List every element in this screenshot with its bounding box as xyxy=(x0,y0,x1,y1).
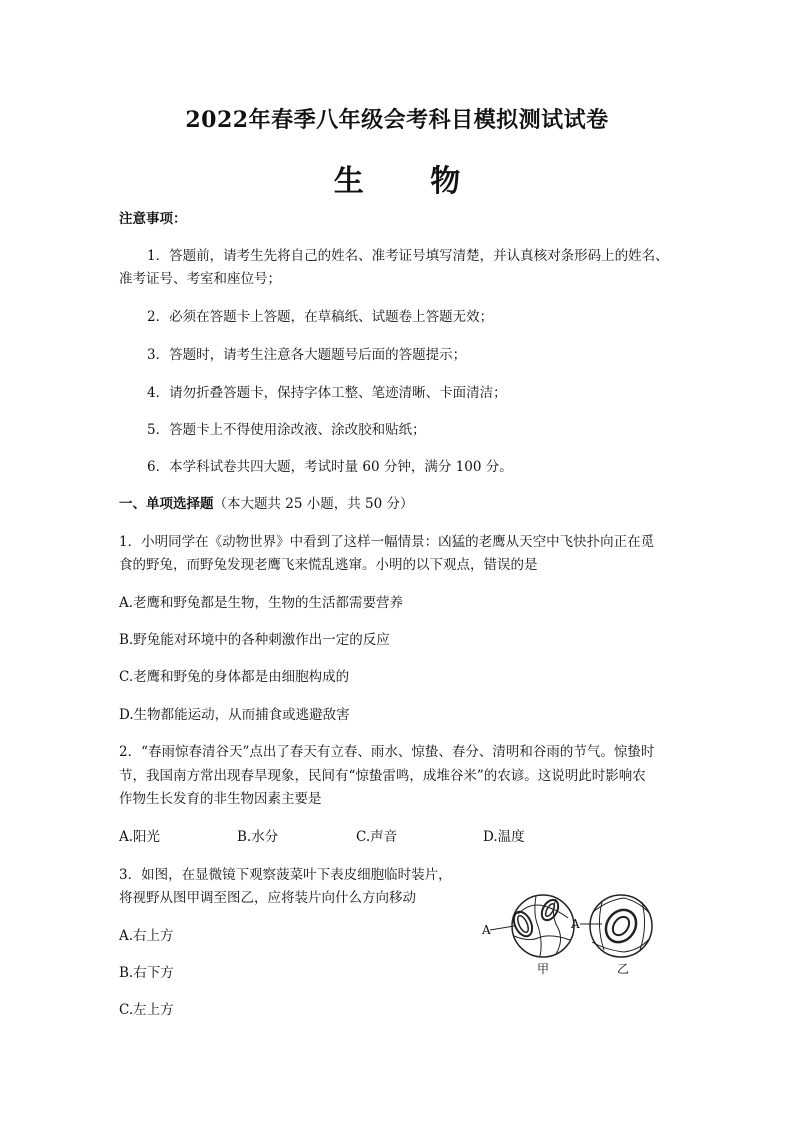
label-a-yi: A xyxy=(571,917,580,931)
notice-item: 2．必须在答题卡上答题，在草稿纸、试题卷上答题无效； xyxy=(147,309,494,325)
microscope-figure xyxy=(478,884,658,984)
answer-option: D.生物都能运动，从而捕食或逃避敌害 xyxy=(119,707,350,723)
answer-option: C.左上方 xyxy=(119,1002,174,1018)
label-a-jia: A xyxy=(482,923,491,937)
exam-title: 2022年春季八年级会考科目模拟测试试卷 xyxy=(185,107,609,133)
section-title: 一、单项选择题 xyxy=(119,496,214,512)
answer-option: C.声音 xyxy=(356,829,398,845)
answer-option: B.水分 xyxy=(237,829,279,845)
answer-option: C.老鹰和野兔的身体都是由细胞构成的 xyxy=(119,669,350,685)
notice-item: 1．答题前，请考生先将自己的姓名、准考证号填写清楚，并认真核对条形码上的姓名、 xyxy=(147,248,669,264)
answer-option: B.野兔能对环境中的各种刺激作出一定的反应 xyxy=(119,632,390,648)
caption-jia: 甲 xyxy=(537,962,550,976)
question-stem: 1．小明同学在《动物世界》中看到了这样一幅情景：凶猛的老鹰从天空中飞快扑向正在觅 xyxy=(119,534,655,550)
answer-option: B.右下方 xyxy=(119,965,174,981)
answer-option: A.阳光 xyxy=(119,829,161,845)
question-stem: 作物生长发育的非生物因素主要是 xyxy=(119,791,322,807)
notice-item: 5．答题卡上不得使用涂改液、涂改胶和贴纸； xyxy=(147,422,426,438)
notice-item: 6．本学科试卷共四大题，考试时量 60 分钟，满分 100 分。 xyxy=(147,459,513,475)
microscope-views-diagram xyxy=(478,884,658,984)
question-stem: 3．如图，在显微镜下观察菠菜叶下表皮细胞临时装片， xyxy=(119,867,452,883)
question-stem: 节，我国南方常出现春旱现象，民间有“惊蛰雷鸣，成堆谷米”的农谚。这说明此时影响农 xyxy=(119,768,646,784)
question-stem: 将视野从图甲调至图乙，应将装片向什么方向移动 xyxy=(119,890,416,906)
section-heading xyxy=(119,494,414,514)
caption-yi: 乙 xyxy=(617,962,630,976)
notice-heading: 注意事项： xyxy=(119,211,187,227)
notice-item: 准考证号、考室和座位号； xyxy=(119,271,281,287)
answer-option: D.温度 xyxy=(483,829,525,845)
view-jia xyxy=(490,895,574,957)
section-note: （本大题共 25 小题，共 50 分） xyxy=(213,496,414,512)
answer-option: A.右上方 xyxy=(119,928,174,944)
question-stem: 食的野兔，而野兔发现老鹰飞来慌乱逃窜。小明的以下观点，错误的是 xyxy=(119,557,538,573)
view-yi xyxy=(580,895,652,957)
question-stem: 2．“春雨惊春清谷天”点出了春天有立春、雨水、惊蛰、春分、清明和谷雨的节气。惊蛰时 xyxy=(119,744,655,760)
subject-title: 生 物 xyxy=(333,164,489,199)
notice-item: 4．请勿折叠答题卡，保持字体工整、笔迹清晰、卡面清洁； xyxy=(147,385,507,401)
answer-option: A.老鹰和野兔都是生物，生物的生活都需要营养 xyxy=(119,595,404,611)
notice-item: 3．答题时，请考生注意各大题题号后面的答题提示； xyxy=(147,347,467,363)
